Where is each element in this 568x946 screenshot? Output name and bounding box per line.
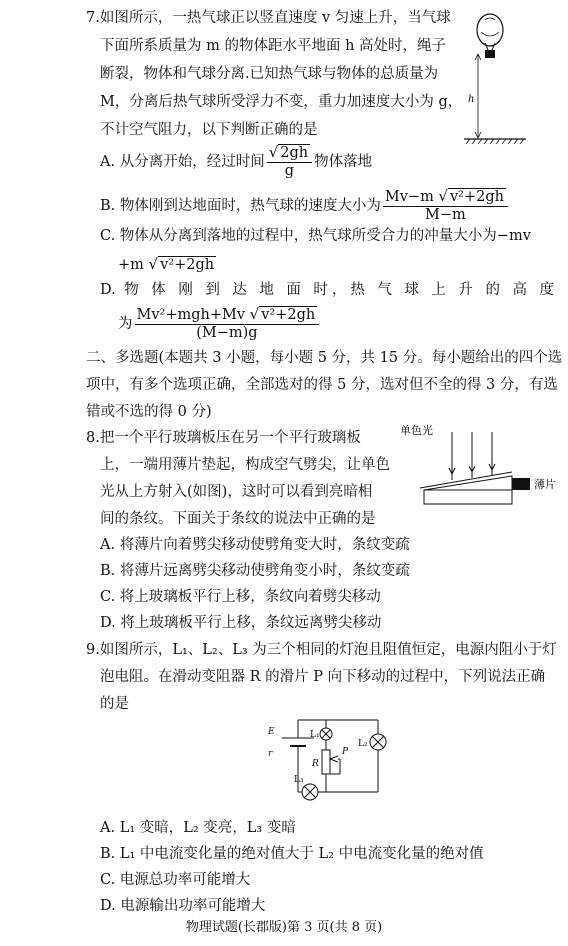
q7-option-c-line-1: C. 物体从分离到落地的过程中，热气球所受合力的冲量大小为−mv xyxy=(100,228,531,244)
q8-option-d: D. 将上玻璃板平行上移，条纹远离劈尖移动 xyxy=(100,615,382,631)
q8-line-1: 8.把一个平行玻璃板压在另一个平行玻璃板 xyxy=(86,430,361,446)
q9-option-a: A. L₁ 变暗，L₂ 变亮，L₃ 变暗 xyxy=(100,820,296,836)
weight-icon xyxy=(485,50,495,58)
q8-line-3: 光从上方射入(如图)，这时可以看到亮暗相 xyxy=(100,484,373,500)
q7-line-1: 7.如图所示，一热气球正以竖直速度 v 匀速上升，当气球 xyxy=(86,10,451,26)
q7-option-b: B. 物体刚到达地面时，热气球的速度大小为 $\frac{\text{Mv−m √ v²+2gh}}{M-m}$ xyxy=(100,188,510,224)
q7-line-2: 下面所系质量为 m 的物体距水平地面 h 高处时，绳子 xyxy=(100,38,447,54)
monochromatic-light-label: 单色光 xyxy=(400,424,433,437)
q7-option-c-line-2: +m √ v²+2gh xyxy=(118,255,215,273)
emf-label: E xyxy=(268,727,275,737)
internal-resistance-label: r xyxy=(268,749,273,759)
q8-option-b: B. 将薄片远离劈尖移动使劈角变小时，条纹变疏 xyxy=(100,563,410,579)
balloon-figure xyxy=(460,10,530,150)
balloon-icon xyxy=(477,14,503,46)
light-rays xyxy=(449,432,495,480)
height-label: h xyxy=(468,94,475,105)
q9-line-1: 9.如图所示，L₁、L₂、L₃ 为三个相同的灯泡且阻值恒定，电源内阻小于灯 xyxy=(86,642,557,658)
q9-line-2: 泡电阻。在滑动变阻器 R 的滑片 P 向下移动的过程中，下列说法正确 xyxy=(100,669,546,685)
slider-label: P xyxy=(342,747,349,757)
lamp-l1-label: L₁ xyxy=(310,730,320,740)
q7-a-fraction: $\frac{√ 2gh}{g}$ xyxy=(267,144,312,180)
q7-b-fraction: $\frac{\text{Mv−m √ v²+2gh}}{M-m}$ xyxy=(383,188,508,224)
q9-option-d: D. 电源输出功率可能增大 xyxy=(100,898,266,914)
q7-line-4: M，分离后热气球所受浮力不变，重力加速度大小为 g， xyxy=(100,94,463,110)
q9-line-3: 的是 xyxy=(100,696,129,712)
shim-block-icon xyxy=(512,478,530,490)
air-wedge-figure xyxy=(398,420,566,520)
q8-line-4: 间的条纹。下面关于条纹的说法中正确的是 xyxy=(100,511,376,527)
q7-line-3: 断裂，物体和气球分离.已知热气球与物体的总质量为 xyxy=(100,66,439,82)
q8-line-2: 上，一端用薄片垫起，构成空气劈尖，让单色 xyxy=(100,457,390,473)
q9-option-c: C. 电源总功率可能增大 xyxy=(100,872,251,888)
circuit-figure xyxy=(262,712,402,816)
rheostat-icon xyxy=(322,750,330,774)
q7-line-5: 不计空气阻力，以下判断正确的是 xyxy=(100,122,318,138)
q8-option-a: A. 将薄片向着劈尖移动使劈角变大时，条纹变疏 xyxy=(100,537,410,553)
lower-glass-plate xyxy=(424,490,512,504)
q7-option-d-line-2: 为 $\frac{\text{Mv²+mgh+Mv √ v²+2gh}}{(M-m)g}$ xyxy=(118,306,321,342)
section-2-heading-line-3: 错或不选的得 0 分) xyxy=(86,404,212,420)
upper-glass-plate xyxy=(424,476,512,490)
rheostat-label: R xyxy=(312,759,319,769)
page-footer: 物理试题(长郡版)第 3 页(共 8 页) xyxy=(185,920,383,935)
lamp-l2-label: L₂ xyxy=(358,739,368,749)
section-2-heading-line-2: 项中，有多个选项正确，全部选对的得 5 分，选对但不全的得 3 分，有选 xyxy=(86,377,558,393)
q8-option-c: C. 将上玻璃板平行上移，条纹向着劈尖移动 xyxy=(100,589,381,605)
shim-label: 薄片 xyxy=(534,478,556,491)
section-2-heading-line-1: 二、多选题(本题共 3 小题，每小题 5 分，共 15 分。每小题给出的四个选 xyxy=(86,350,563,366)
q7-option-d-line-1: D. 物 体 刚 到 达 地 面 时，热 气 球 上 升 的 高 度 xyxy=(100,282,554,298)
q7-option-a: A. 从分离开始，经过时间 $\frac{√ 2gh}{g}$ 物体落地 xyxy=(100,143,373,179)
q7-d-fraction: $\frac{\text{Mv²+mgh+Mv √ v²+2gh}}{(M-m)g}$ xyxy=(135,306,320,342)
lamp-l3-label: L₃ xyxy=(294,775,304,785)
q9-option-b: B. L₁ 中电流变化量的绝对值大于 L₂ 中电流变化量的绝对值 xyxy=(100,846,484,862)
